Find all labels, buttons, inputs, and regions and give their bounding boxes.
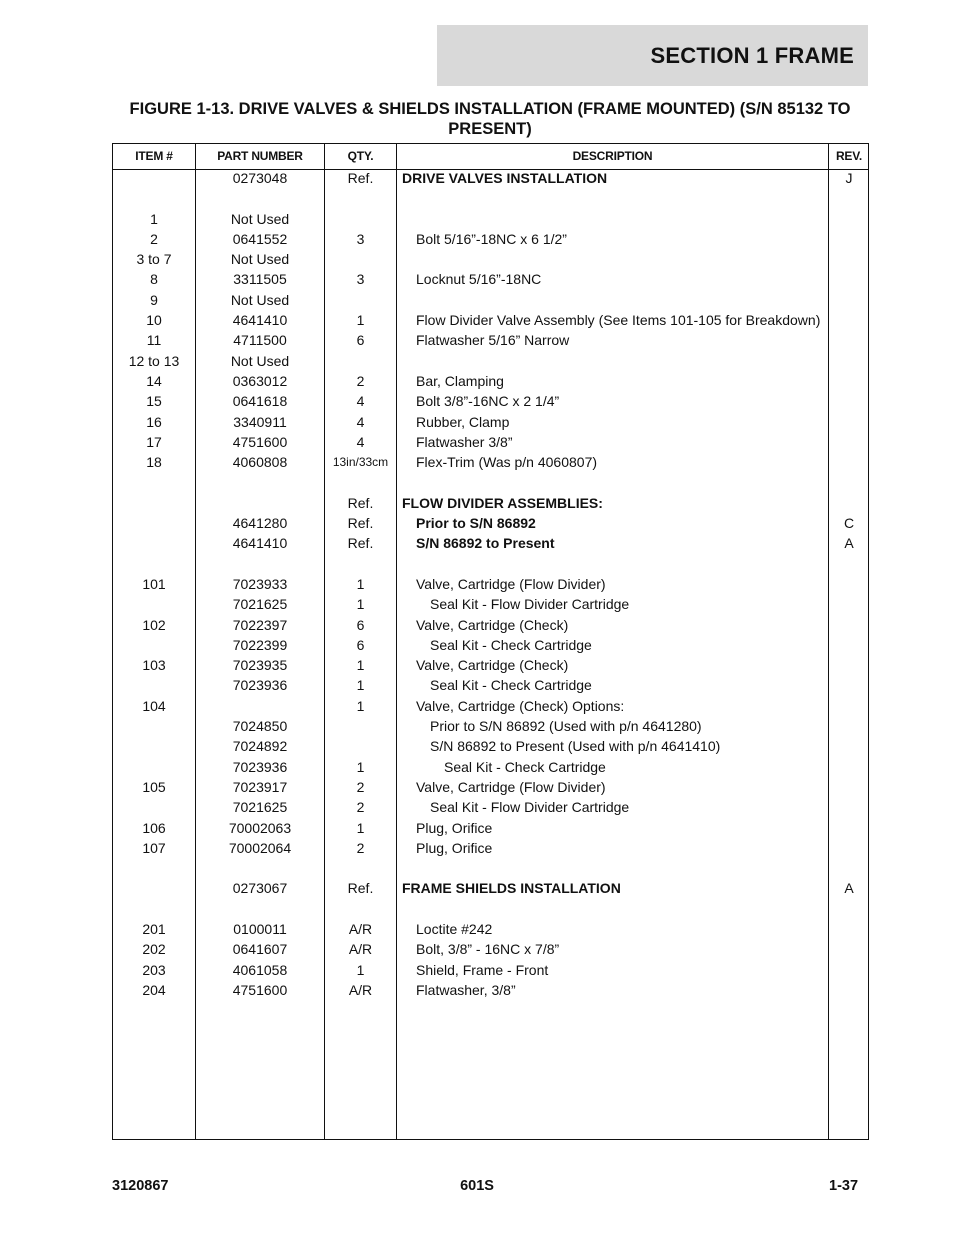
qty-cell: 1 xyxy=(356,677,365,694)
part-number-cell: 7021625 xyxy=(232,596,288,613)
description-cell: Bolt 3/8”-16NC x 2 1/4” xyxy=(416,393,560,410)
table-row xyxy=(113,696,868,716)
qty-cell: 4 xyxy=(356,433,365,450)
description-cell: Seal Kit - Flow Divider Cartridge xyxy=(430,799,630,816)
table-row xyxy=(113,980,868,1000)
table-row xyxy=(113,757,868,777)
table-row xyxy=(113,290,868,310)
description-cell: Shield, Frame - Front xyxy=(416,961,549,978)
section-title: SECTION 1 FRAME xyxy=(650,42,854,68)
qty-cell: 2 xyxy=(356,778,365,795)
description-cell: Flatwasher 5/16” Narrow xyxy=(416,332,570,349)
item-cell: 204 xyxy=(142,981,166,998)
description-cell: Seal Kit - Check Cartridge xyxy=(444,758,606,775)
table-row xyxy=(113,391,868,411)
qty-cell: A/R xyxy=(348,981,373,998)
item-cell: 3 to 7 xyxy=(136,251,172,268)
part-number-cell: 7023935 xyxy=(232,657,288,674)
item-cell: 101 xyxy=(142,575,166,592)
part-number-cell: 3340911 xyxy=(233,413,287,430)
table-row xyxy=(113,209,868,229)
part-number-cell: 4751600 xyxy=(232,433,288,450)
table-row xyxy=(113,635,868,655)
description-cell: Valve, Cartridge (Check) xyxy=(416,616,569,633)
part-number-cell: 4641280 xyxy=(232,515,288,532)
qty-cell: 2 xyxy=(356,372,365,389)
description-cell: Locknut 5/16”-18NC xyxy=(416,271,542,288)
description-cell: Plug, Orifice xyxy=(416,839,493,856)
table-row xyxy=(113,878,868,898)
part-number-cell: 4641410 xyxy=(232,535,288,552)
description-cell: S/N 86892 to Present xyxy=(416,535,555,552)
description-cell: Flow Divider Valve Assembly (See Items 101-105 for Breakdown) xyxy=(416,312,821,329)
item-cell: 202 xyxy=(142,941,166,958)
item-cell: 15 xyxy=(146,393,162,410)
table-row xyxy=(113,919,868,939)
table-row xyxy=(113,533,868,553)
qty-cell: Ref. xyxy=(347,880,374,897)
description-cell: Valve, Cartridge (Flow Divider) xyxy=(416,778,606,795)
rev-cell: A xyxy=(844,535,854,552)
header-item: ITEM # xyxy=(135,149,173,163)
item-cell: 201 xyxy=(142,920,166,937)
table-row xyxy=(113,168,868,188)
table-row xyxy=(113,716,868,736)
qty-cell: 1 xyxy=(356,697,365,714)
item-cell: 2 xyxy=(150,230,158,247)
part-number-cell: 0363012 xyxy=(232,372,288,389)
table-row xyxy=(113,899,868,919)
table-row xyxy=(113,432,868,452)
part-number-cell: 7023936 xyxy=(232,677,288,694)
qty-cell: Ref. xyxy=(347,494,374,511)
table-row xyxy=(113,797,868,817)
table-row xyxy=(113,249,868,269)
qty-cell: 3 xyxy=(356,230,365,247)
qty-cell: 1 xyxy=(356,596,365,613)
item-cell: 17 xyxy=(146,433,162,450)
rev-cell: A xyxy=(844,880,854,897)
table-row xyxy=(113,594,868,614)
part-number-cell: 4060808 xyxy=(232,454,288,471)
description-cell: Bar, Clamping xyxy=(416,372,504,389)
header-part-number: PART NUMBER xyxy=(217,149,303,163)
table-row xyxy=(113,351,868,371)
part-number-cell: 7022399 xyxy=(232,636,288,653)
description-cell: Bolt 5/16”-18NC x 6 1/2” xyxy=(416,230,567,247)
rev-cell: C xyxy=(843,515,855,532)
table-row xyxy=(113,412,868,432)
table-row xyxy=(113,229,868,249)
description-cell: S/N 86892 to Present (Used with p/n 4641410) xyxy=(430,738,721,755)
description-cell: Seal Kit - Flow Divider Cartridge xyxy=(430,596,630,613)
item-cell: 11 xyxy=(146,332,162,349)
table-row xyxy=(113,960,868,980)
table-row xyxy=(113,655,868,675)
description-cell: Plug, Orifice xyxy=(416,819,493,836)
item-cell: 106 xyxy=(142,819,166,836)
header-description: DESCRIPTION xyxy=(572,149,653,163)
table-row xyxy=(113,858,868,878)
part-number-cell: 0641607 xyxy=(232,941,288,958)
part-number-cell: 7023936 xyxy=(232,758,288,775)
qty-cell: 6 xyxy=(356,636,365,653)
table-row xyxy=(113,574,868,594)
part-number-cell: 0100011 xyxy=(233,920,287,937)
part-number-cell: 7023917 xyxy=(232,778,288,795)
qty-cell: 4 xyxy=(356,393,365,410)
table-row xyxy=(113,554,868,574)
description-cell: Bolt, 3/8” - 16NC x 7/8” xyxy=(416,941,560,958)
description-cell: Prior to S/N 86892 xyxy=(416,515,536,532)
description-cell: Seal Kit - Check Cartridge xyxy=(430,636,592,653)
qty-cell: Ref. xyxy=(347,535,374,552)
part-number-cell: Not Used xyxy=(230,210,290,227)
item-cell: 14 xyxy=(146,372,162,389)
qty-cell: 1 xyxy=(356,758,365,775)
table-row xyxy=(113,838,868,858)
part-number-cell: 7022397 xyxy=(232,616,288,633)
qty-cell: 4 xyxy=(356,413,365,430)
footer-page-number: 1-37 xyxy=(829,1178,859,1194)
description-cell: Valve, Cartridge (Check) xyxy=(416,657,569,674)
part-number-cell: 7023933 xyxy=(232,575,288,592)
description-cell: Loctite #242 xyxy=(416,920,493,937)
item-cell: 1 xyxy=(150,210,158,227)
item-cell: 203 xyxy=(142,961,166,978)
table-row xyxy=(113,736,868,756)
description-cell: Valve, Cartridge (Flow Divider) xyxy=(416,575,606,592)
description-cell: Flatwasher 3/8” xyxy=(416,433,513,450)
part-number-cell: 7021625 xyxy=(232,799,288,816)
part-number-cell: 4711500 xyxy=(233,332,287,349)
description-cell: DRIVE VALVES INSTALLATION xyxy=(402,170,608,186)
footer-doc-number: 3120867 xyxy=(112,1178,169,1194)
description-cell: Prior to S/N 86892 (Used with p/n 4641280) xyxy=(430,718,702,735)
description-cell: FLOW DIVIDER ASSEMBLIES: xyxy=(402,494,603,511)
table-row xyxy=(113,513,868,533)
qty-cell: 1 xyxy=(356,575,365,592)
description-cell: Valve, Cartridge (Check) Options: xyxy=(416,697,625,714)
table-row xyxy=(113,371,868,391)
item-cell: 104 xyxy=(142,697,166,714)
table-row xyxy=(113,493,868,513)
table-row xyxy=(113,188,868,208)
figure-title: FIGURE 1-13. DRIVE VALVES & SHIELDS INSTALLATION (FRAME MOUNTED) (S/N 85132 TO PRESENT) xyxy=(129,100,851,138)
part-number-cell: 0273048 xyxy=(232,170,288,186)
qty-cell: 6 xyxy=(356,332,365,349)
qty-cell: Ref. xyxy=(347,170,374,186)
part-number-cell: 4751600 xyxy=(232,981,288,998)
part-number-cell: 4641410 xyxy=(232,312,288,329)
qty-cell: 2 xyxy=(356,839,365,856)
item-cell: 18 xyxy=(146,454,162,471)
description-cell: Flatwasher, 3/8” xyxy=(416,981,516,998)
description-cell: Seal Kit - Check Cartridge xyxy=(430,677,592,694)
table-row xyxy=(113,777,868,797)
part-number-cell: Not Used xyxy=(230,251,290,268)
item-cell: 10 xyxy=(146,312,162,329)
item-cell: 102 xyxy=(142,616,166,633)
part-number-cell: 70002064 xyxy=(228,839,292,856)
footer-model: 601S xyxy=(460,1178,494,1194)
qty-cell: 1 xyxy=(356,961,365,978)
qty-cell: 6 xyxy=(356,616,365,633)
description-cell: Rubber, Clamp xyxy=(416,413,510,430)
qty-cell: A/R xyxy=(348,920,373,937)
item-cell: 105 xyxy=(142,778,166,795)
part-number-cell: 4061058 xyxy=(232,961,288,978)
table-row xyxy=(113,675,868,695)
part-number-cell: 7024892 xyxy=(232,738,288,755)
qty-cell: 1 xyxy=(356,312,365,329)
qty-cell: 1 xyxy=(356,657,365,674)
qty-cell: A/R xyxy=(348,941,373,958)
table-row xyxy=(113,452,868,472)
qty-cell: 1 xyxy=(356,819,365,836)
part-number-cell: 70002063 xyxy=(228,819,292,836)
qty-cell: 13in/33cm xyxy=(332,455,389,470)
section-header xyxy=(437,25,868,86)
item-cell: 103 xyxy=(142,657,166,674)
table-row xyxy=(113,615,868,635)
table-row xyxy=(113,310,868,330)
description-cell: Flex-Trim (Was p/n 4060807) xyxy=(416,454,598,471)
table-row xyxy=(113,330,868,350)
table-row xyxy=(113,269,868,289)
part-number-cell: 3311505 xyxy=(233,271,287,288)
part-number-cell: 0273067 xyxy=(232,880,288,897)
part-number-cell: Not Used xyxy=(230,291,290,308)
description-cell: FRAME SHIELDS INSTALLATION xyxy=(402,880,621,897)
header-rev: REV. xyxy=(835,149,863,163)
qty-cell: 2 xyxy=(356,799,365,816)
table-body xyxy=(113,168,868,1000)
header-qty: QTY. xyxy=(347,149,374,163)
item-cell: 107 xyxy=(142,839,166,856)
table-row xyxy=(113,818,868,838)
item-cell: 12 to 13 xyxy=(128,352,180,369)
table-row xyxy=(113,939,868,959)
qty-cell: Ref. xyxy=(347,515,374,532)
item-cell: 8 xyxy=(150,271,158,288)
rev-cell: J xyxy=(845,170,853,186)
item-cell: 9 xyxy=(150,291,158,308)
table-row xyxy=(113,472,868,492)
item-cell: 16 xyxy=(146,413,162,430)
part-number-cell: 0641618 xyxy=(232,393,288,410)
qty-cell: 3 xyxy=(356,271,365,288)
parts-table xyxy=(112,143,869,1140)
part-number-cell: Not Used xyxy=(230,352,290,369)
part-number-cell: 7024850 xyxy=(232,718,288,735)
part-number-cell: 0641552 xyxy=(232,230,288,247)
